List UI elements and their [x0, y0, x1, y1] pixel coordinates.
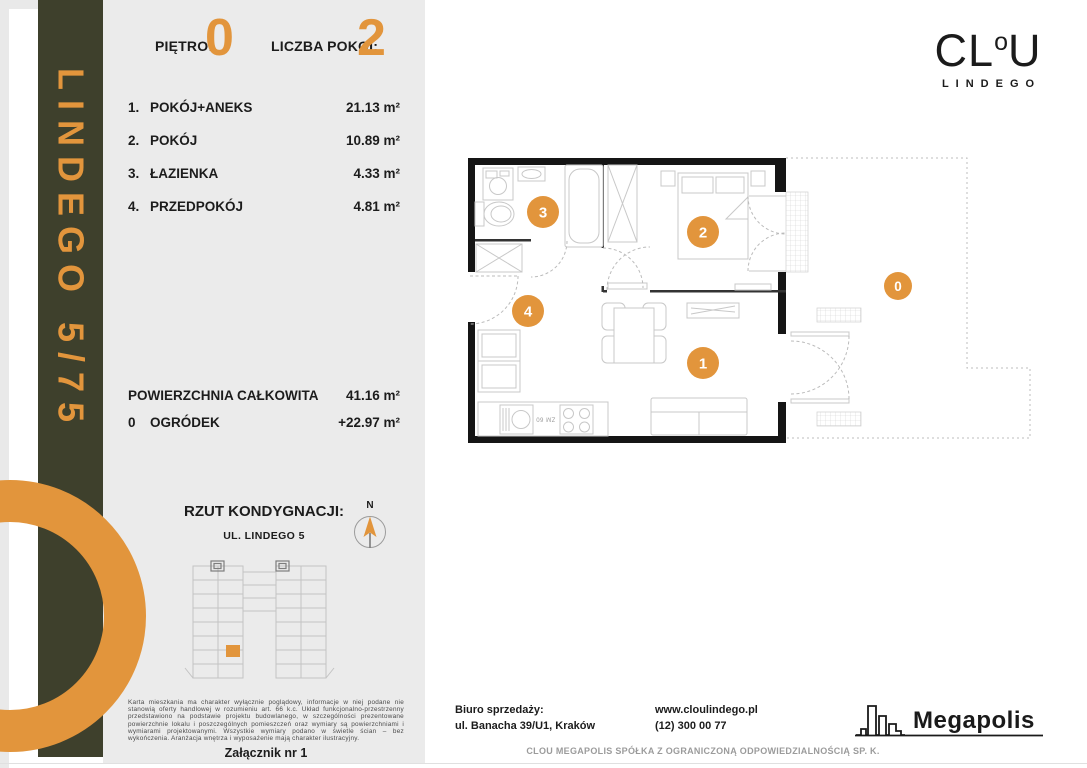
dishwasher-label: ZM 60: [535, 415, 556, 422]
kitchen-sink-unit: [500, 405, 533, 434]
room-area: 4.33 m²: [353, 166, 400, 181]
garden-door-swing: [791, 341, 849, 399]
room-number: 1.: [128, 100, 140, 115]
site-plan-street: UL. LINDEGO 5: [223, 530, 305, 542]
nightstand: [661, 171, 675, 186]
room-area: 4.81 m²: [353, 199, 400, 214]
terrace-grate: [817, 308, 861, 322]
rooms-value: 2: [357, 9, 386, 67]
logo-letter-o: o: [994, 28, 1008, 56]
room-name: ŁAZIENKA: [150, 166, 219, 181]
hall-door-swing: [603, 248, 643, 288]
shelf: [735, 284, 771, 290]
room-name: POKÓJ+ANEKS: [150, 100, 253, 115]
badge-room-1-label: 1: [698, 355, 708, 373]
floor-plan: [455, 140, 1055, 465]
garden-door-leaf: [791, 332, 849, 336]
garden-label: OGRÓDEK: [150, 415, 220, 430]
bottom-divider: [0, 763, 1087, 764]
badge-room-3-label: 3: [538, 204, 548, 222]
site-map-highlighted-unit: [226, 645, 240, 657]
top-edge-strip: [0, 0, 38, 9]
floor-value: 0: [205, 9, 234, 67]
total-area-label: POWIERZCHNIA CAŁKOWITA: [128, 388, 319, 403]
terrace-grate: [817, 412, 861, 426]
garden-door-leaf: [791, 399, 849, 403]
window-sill-grate: [786, 192, 808, 272]
sales-office-address: ul. Banacha 39/U1, Kraków: [455, 719, 595, 732]
logo-letter-u: U: [1007, 25, 1042, 76]
hall-furniture: [476, 244, 522, 272]
room-row: [128, 199, 400, 214]
site-map: [178, 552, 338, 690]
garden-number: 0: [128, 415, 136, 430]
balcony-door-swing: [748, 196, 786, 234]
living-room-furniture: [602, 303, 747, 435]
room-area: 10.89 m²: [345, 133, 400, 148]
badge-room-4-label: 4: [523, 303, 533, 321]
sales-office-block: [455, 703, 595, 735]
compass-north-label: N: [366, 500, 374, 511]
left-edge-strip: [0, 0, 9, 768]
legal-disclaimer: Karta mieszkania ma charakter wyłącznie poglądowy, informacje w niej podane nie stanowią oferty handlowej w rozumieniu art. 66 k.c. Układ funkcjonalno-przestrzenny przedstawiono na podstawie projektu budowlanego, w szczególności prezentowane powierzchnie lokalu i poszczególnych pomieszczeń oraz wymiary są powierzchniami i wymiarami projektowanymi. Wszystkie wymiary podano w świetle ścian – bez wykończenia. Aranżacja wnętrza i wyposażenie mają charakter ilustracyjny.: [128, 699, 404, 743]
phone-number: (12) 300 00 77: [655, 719, 727, 732]
clou-logo: [918, 25, 1058, 90]
room-row: [128, 166, 400, 181]
toilet-tank: [475, 202, 484, 226]
garden-value: +22.97 m²: [338, 415, 400, 430]
badge-room-2-label: 2: [698, 224, 708, 242]
site-plan-title: RZUT KONDYGNACJI:: [184, 503, 344, 520]
megapolis-logo: [853, 698, 1045, 740]
badge-garden-label: 0: [894, 279, 902, 294]
room-name: POKÓJ: [150, 133, 198, 148]
site-map-building: [185, 566, 334, 678]
room-row: [128, 100, 400, 115]
dining-table: [614, 308, 654, 363]
shelf: [608, 283, 647, 289]
sales-office-label: Biuro sprzedaży:: [455, 704, 544, 716]
bathroom-door-swing: [531, 241, 567, 277]
rooms-label: LICZBA POKOI:: [271, 38, 379, 54]
logo-letters-cl: CL: [934, 25, 995, 76]
logo-subtitle: LINDEGO: [941, 78, 1042, 90]
bathtub: [565, 165, 603, 247]
company-legal-name: CLOU MEGAPOLIS SPÓŁKA Z OGRANICZONĄ ODPOWIEDZIALNOŚCIĄ SP. K.: [526, 746, 880, 756]
clou-wordmark: [918, 25, 1058, 76]
balcony-door-swing: [748, 233, 786, 271]
project-title-vertical: LINDEGO 5/75: [50, 68, 92, 433]
room-row: [128, 133, 400, 148]
floor-label: PIĘTRO:: [155, 38, 214, 54]
garden-row: [128, 415, 400, 430]
room-number: 3.: [128, 166, 140, 181]
total-area-value: 41.16 m²: [345, 388, 400, 403]
toilet: [484, 202, 514, 226]
entrance-door-swing: [470, 276, 518, 324]
compass: [346, 496, 394, 554]
contact-block: [655, 703, 758, 735]
website: www.cloulindego.pl: [655, 704, 758, 716]
garden-outline: [786, 158, 1030, 438]
garden-door-swing: [791, 336, 849, 394]
room-number: 2.: [128, 133, 140, 148]
nightstand: [751, 171, 765, 186]
room-number: 4.: [128, 199, 140, 214]
megapolis-label: Megapolis: [913, 707, 1035, 734]
room-area: 21.13 m²: [345, 100, 400, 115]
attachment-label: Załącznik nr 1: [224, 746, 308, 760]
sidebar: [38, 0, 103, 757]
total-area-row: [128, 388, 400, 403]
room-name: PRZEDPOKÓJ: [150, 199, 244, 214]
